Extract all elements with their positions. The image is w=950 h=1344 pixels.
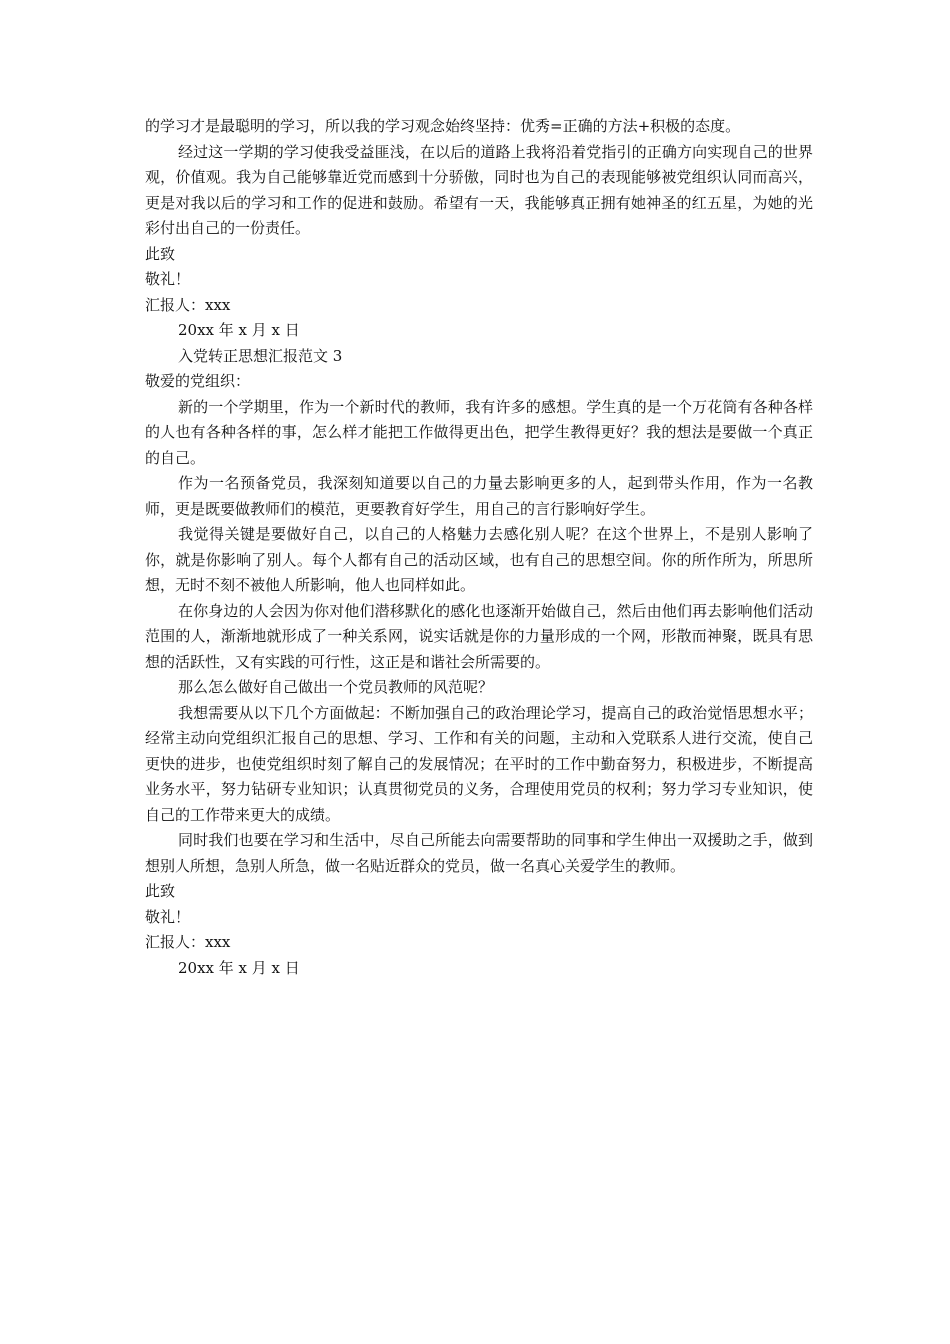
paragraph: 经过这一学期的学习使我受益匪浅，在以后的道路上我将沿着党指引的正确方向实现自己的世界观，价值观。我为自己能够靠近党而感到十分骄傲，同时也为自己的表现能够被党组织认同而高兴，更是对我以后的学习和工作的促进和鼓励。希望有一天，我能够真正拥有她神圣的红五星，为她的光彩付出自己的一份责任。	[145, 142, 813, 237]
document-page	[145, 114, 813, 981]
paragraph: 我想需要从以下几个方面做起：不断加强自己的政治理论学习，提高自己的政治觉悟思想水平；经常主动向党组织汇报自己的思想、学习、工作和有关的问题，主动和入党联系人进行交流，使自己更快的进步，也使党组织时刻了解自己的发展情况；在平时的工作中勤奋努力，积极进步，不断提高业务水平，努力钻研专业知识；认真贯彻党员的义务，合理使用党员的权利；努力学习专业知识，使自己的工作带来更大的成绩。	[145, 703, 813, 824]
paragraph: 作为一名预备党员，我深刻知道要以自己的力量去影响更多的人，起到带头作用，作为一名教师，更是既要做教师们的模范，更要教育好学生，用自己的言行影响好学生。	[145, 474, 813, 518]
date-line: 20xx 年 x 月 x 日	[178, 958, 300, 977]
closing-zhi: 此致	[145, 244, 176, 263]
date-line: 20xx 年 x 月 x 日	[178, 321, 300, 339]
section-title: 入党转正思想汇报范文 3	[178, 346, 343, 365]
closing-jingli: 敬礼！	[145, 270, 191, 288]
paragraph: 那么怎么做好自己做出一个党员教师的风范呢？	[178, 678, 494, 696]
closing-jingli: 敬礼！	[145, 907, 191, 926]
paragraph: 我觉得关键是要做好自己，以自己的人格魅力去感化别人呢？在这个世界上，不是别人影响了你，就是你影响了别人。每个人都有自己的活动区域，也有自己的思想空间。你的所作所为，所思所想，无时不刻不被他人所影响，他人也同样如此。	[145, 525, 813, 594]
reporter-line: 汇报人：xxx	[145, 933, 231, 951]
paragraph: 新的一个学期里，作为一个新时代的教师，我有许多的感想。学生真的是一个万花筒有各种各样的人也有各种各样的事，怎么样才能把工作做得更出色，把学生教得更好？我的想法是要做一个真正的自己。	[145, 397, 813, 467]
reporter-line: 汇报人：xxx	[145, 295, 231, 314]
salutation: 敬爱的党组织：	[145, 372, 251, 390]
paragraph: 在你身边的人会因为你对他们潜移默化的感化也逐渐开始做自己，然后由他们再去影响他们活动范围的人，渐渐地就形成了一种关系网，说实话就是你的力量形成的一个网，形散而神聚，既具有思想的活跃性，又有实践的可行性，这正是和谐社会所需要的。	[145, 601, 813, 671]
paragraph: 同时我们也要在学习和生活中，尽自己所能去向需要帮助的同事和学生伸出一双援助之手，做到想别人所想，急别人所急，做一名贴近群众的党员，做一名真心关爱学生的教师。	[145, 831, 813, 875]
closing-zhi: 此致	[145, 882, 176, 900]
paragraph-tail: 的学习才是最聪明的学习，所以我的学习观念始终坚持：优秀=正确的方法+积极的态度。	[145, 117, 741, 135]
